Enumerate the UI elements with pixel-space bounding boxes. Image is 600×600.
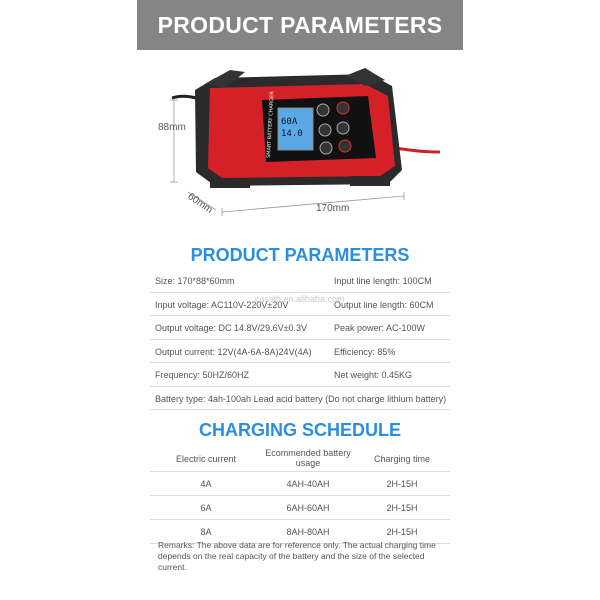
battery-type: Battery type: 4ah-100ah Lead acid battery (Do not charge lithium battery) (155, 393, 447, 404)
remarks-text: Remarks: The above data are for reference only. The actual charging time depends on the real capacity of the battery and the size of the selected current. (158, 540, 436, 572)
param-cell: Frequency: 50HZ/60HZ (155, 370, 250, 380)
charger-illustration (0, 50, 600, 240)
params-title: PRODUCT PARAMETERS (190, 245, 410, 265)
param-cell: Input voltage: AC110V-220V±20V (155, 299, 289, 310)
header-cell: Electric current (175, 454, 237, 464)
param-cell: Output voltage: DC 14.8V/29.6V±0.3V (155, 323, 308, 333)
product-image (0, 50, 600, 240)
table-cell: 6A (200, 503, 212, 513)
table-row (150, 316, 450, 340)
table-row (150, 340, 450, 364)
param-cell: Size: 170*88*60mm (155, 276, 235, 286)
table-row (150, 293, 450, 317)
table-cell: 2H-15H (386, 479, 418, 489)
param-cell: Net weight: 0.45KG (334, 370, 413, 380)
param-cell: Efficiency: 85% (334, 346, 396, 357)
table-cell: 8AH-80AH (286, 527, 330, 537)
table-header (150, 446, 450, 472)
table-cell: 4AH-40AH (286, 479, 330, 489)
table-row (150, 363, 450, 387)
table-cell: 4A (200, 479, 212, 489)
charging-title: CHARGING SCHEDULE (198, 420, 401, 440)
table-cell: 6AH-60AH (286, 503, 330, 513)
depth-label: 60mm (185, 191, 215, 216)
param-cell: Output line length: 60CM (334, 299, 434, 310)
lcd-text-2: 14.0 (281, 129, 303, 139)
table-cell: 2H-15H (386, 503, 418, 513)
params-table (150, 269, 450, 410)
table-cell: 8A (200, 527, 212, 537)
banner-title: PRODUCT PARAMETERS (137, 0, 463, 50)
param-cell: Input line length: 100CM (334, 276, 432, 286)
table-row (150, 472, 450, 496)
header-cell: Ecommended battery usage (265, 448, 351, 468)
table-row (150, 387, 450, 410)
table-cell: 2H-15H (386, 527, 418, 537)
param-cell: Peak power: AC-100W (334, 323, 426, 333)
lcd-text-1: 60A (281, 117, 298, 127)
header-cell: Charging time (373, 454, 431, 464)
watermark: cnssth.en.alibaba.com (255, 294, 345, 304)
table-row (150, 496, 450, 520)
height-label: 88mm (158, 122, 186, 133)
param-cell: Output current: 12V(4A-6A-8A)24V(4A) (155, 346, 312, 357)
table-row (150, 269, 450, 293)
device-title: SMART BATTERY CHARGER (266, 91, 276, 159)
width-label: 170mm (316, 203, 350, 214)
charging-table (150, 446, 450, 544)
